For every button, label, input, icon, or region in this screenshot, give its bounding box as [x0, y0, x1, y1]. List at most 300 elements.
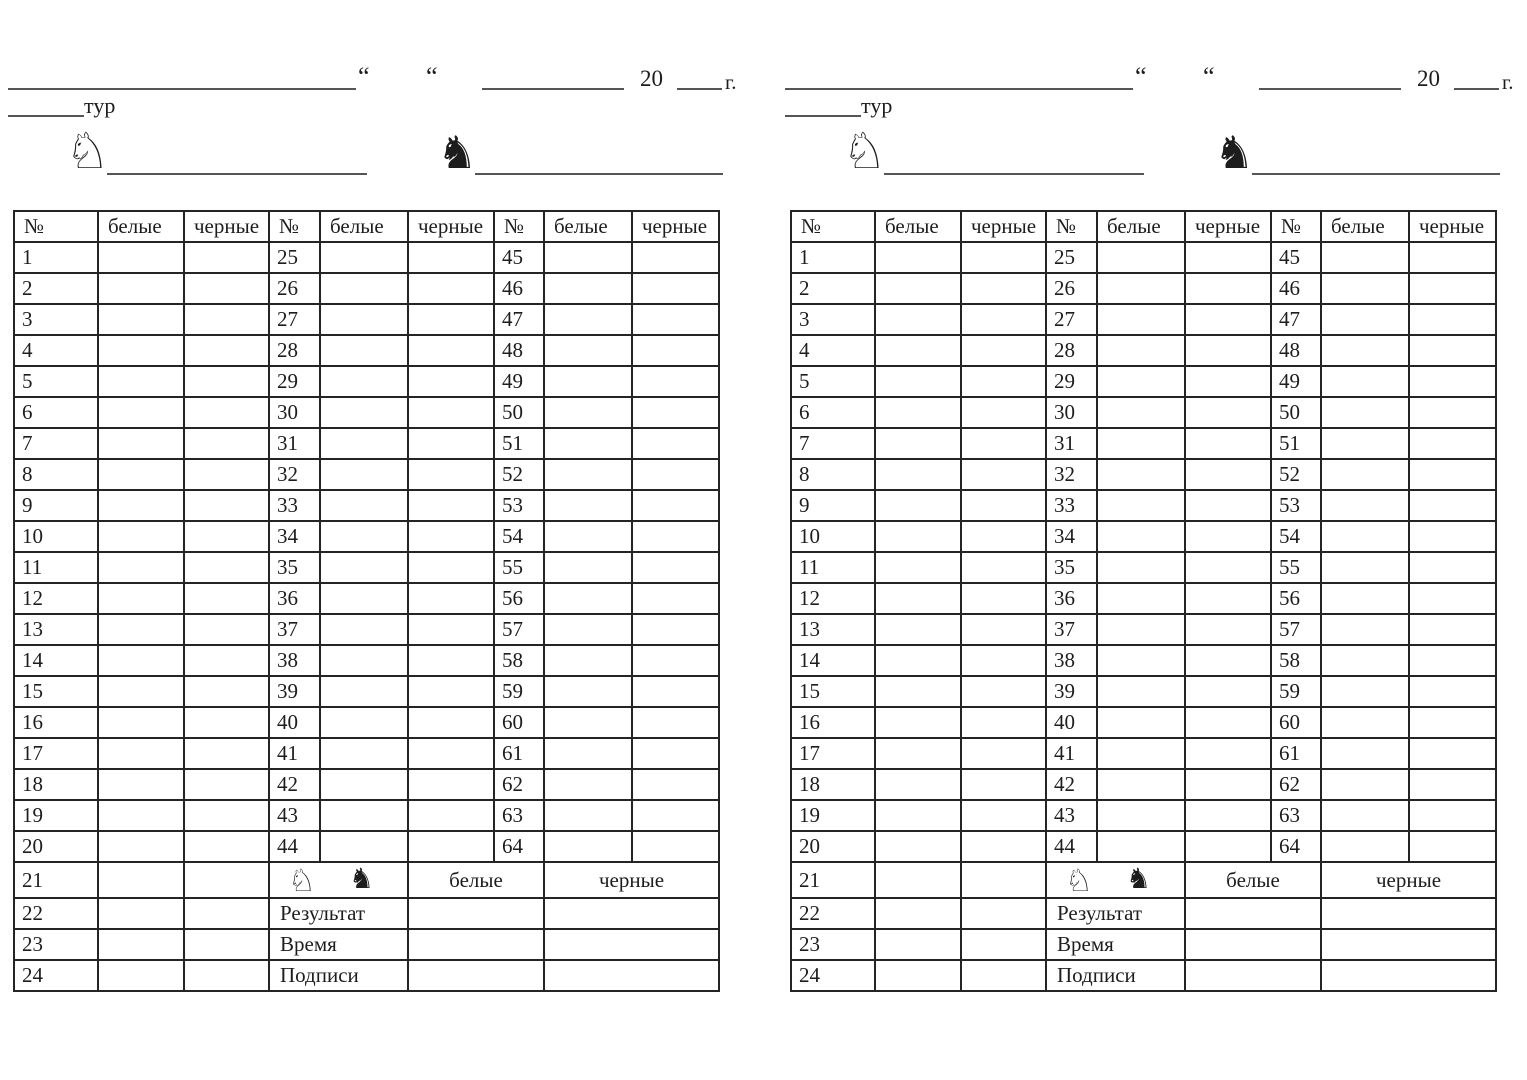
white-entry-cell[interactable] [875, 304, 961, 335]
black-entry-cell[interactable] [632, 583, 719, 614]
white-entry-cell[interactable] [875, 335, 961, 366]
white-entry-cell[interactable] [1321, 769, 1409, 800]
white-entry-cell[interactable] [320, 645, 408, 676]
white-entry-cell[interactable] [875, 459, 961, 490]
pairing-entry-cell[interactable] [98, 929, 184, 960]
white-entry-cell[interactable] [1321, 428, 1409, 459]
white-entry-cell[interactable] [320, 676, 408, 707]
white-entry-cell[interactable] [875, 738, 961, 769]
black-entry-cell[interactable] [1409, 335, 1496, 366]
black-entry-cell[interactable] [184, 738, 269, 769]
black-entry-cell[interactable] [1409, 614, 1496, 645]
game-number-cell: 12 [791, 583, 875, 614]
black-entry-cell[interactable] [408, 614, 494, 645]
white-entry-cell[interactable] [1321, 583, 1409, 614]
black-entry-cell[interactable] [1185, 490, 1271, 521]
black-entry-cell[interactable] [184, 707, 269, 738]
white-entry-cell[interactable] [875, 707, 961, 738]
white-entry-cell[interactable] [1097, 738, 1185, 769]
footer-black-entry-cell[interactable] [1321, 929, 1496, 960]
black-entry-cell[interactable] [184, 583, 269, 614]
black-entry-cell[interactable] [961, 242, 1046, 273]
black-entry-cell[interactable] [1185, 459, 1271, 490]
white-entry-cell[interactable] [98, 552, 184, 583]
round-number-blank-line[interactable] [785, 115, 861, 117]
black-entry-cell[interactable] [1409, 521, 1496, 552]
white-entry-cell[interactable] [320, 614, 408, 645]
black-entry-cell[interactable] [1185, 645, 1271, 676]
white-entry-cell[interactable] [544, 335, 632, 366]
footer-black-entry-cell[interactable] [1321, 898, 1496, 929]
round-number-blank-line[interactable] [8, 115, 84, 117]
white-entry-cell[interactable] [98, 521, 184, 552]
white-entry-cell[interactable] [320, 738, 408, 769]
black-entry-cell[interactable] [184, 366, 269, 397]
pairing-entry-cell[interactable] [184, 898, 269, 929]
black-entry-cell[interactable] [184, 490, 269, 521]
game-number-cell: 17 [14, 738, 98, 769]
white-entry-cell[interactable] [320, 707, 408, 738]
tournament-name-blank-line[interactable] [8, 88, 356, 90]
white-entry-cell[interactable] [1097, 645, 1185, 676]
black-entry-cell[interactable] [1409, 397, 1496, 428]
black-entry-cell[interactable] [1409, 273, 1496, 304]
black-entry-cell[interactable] [184, 831, 269, 862]
black-player-name-line[interactable] [475, 173, 723, 175]
white-entry-cell[interactable] [544, 707, 632, 738]
white-entry-cell[interactable] [544, 490, 632, 521]
black-entry-cell[interactable] [184, 645, 269, 676]
black-entry-cell[interactable] [1185, 335, 1271, 366]
white-entry-cell[interactable] [320, 490, 408, 521]
white-entry-cell[interactable] [544, 645, 632, 676]
black-entry-cell[interactable] [632, 397, 719, 428]
black-entry-cell[interactable] [632, 335, 719, 366]
white-entry-cell[interactable] [98, 366, 184, 397]
pairing-entry-cell[interactable] [184, 929, 269, 960]
white-entry-cell[interactable] [544, 552, 632, 583]
black-entry-cell[interactable] [184, 614, 269, 645]
black-entry-cell[interactable] [184, 769, 269, 800]
black-entry-cell[interactable] [1409, 707, 1496, 738]
white-entry-cell[interactable] [98, 769, 184, 800]
table-row [791, 769, 1496, 800]
white-entry-cell[interactable] [98, 676, 184, 707]
black-entry-cell[interactable] [1185, 800, 1271, 831]
white-entry-cell[interactable] [544, 459, 632, 490]
black-entry-cell[interactable] [184, 676, 269, 707]
black-entry-cell[interactable] [1185, 707, 1271, 738]
footer-white-entry-cell[interactable] [408, 929, 544, 960]
pairing-entry-cell[interactable] [875, 898, 961, 929]
pairing-entry-cell[interactable] [875, 929, 961, 960]
white-entry-cell[interactable] [320, 769, 408, 800]
white-entry-cell[interactable] [1321, 335, 1409, 366]
black-entry-cell[interactable] [1409, 242, 1496, 273]
column-header-black: черные [1185, 211, 1271, 242]
white-entry-cell[interactable] [98, 583, 184, 614]
black-entry-cell[interactable] [961, 459, 1046, 490]
white-entry-cell[interactable] [544, 800, 632, 831]
white-entry-cell[interactable] [98, 614, 184, 645]
black-entry-cell[interactable] [632, 769, 719, 800]
white-entry-cell[interactable] [1097, 459, 1185, 490]
black-entry-cell[interactable] [961, 769, 1046, 800]
black-entry-cell[interactable] [1409, 800, 1496, 831]
black-entry-cell[interactable] [1409, 490, 1496, 521]
black-entry-cell[interactable] [1409, 552, 1496, 583]
black-entry-cell[interactable] [408, 242, 494, 273]
white-entry-cell[interactable] [1097, 428, 1185, 459]
white-entry-cell[interactable] [875, 676, 961, 707]
white-entry-cell[interactable] [1321, 707, 1409, 738]
black-entry-cell[interactable] [1185, 614, 1271, 645]
white-entry-cell[interactable] [1321, 366, 1409, 397]
table-row [791, 459, 1496, 490]
game-number-cell: 44 [1046, 831, 1097, 862]
white-entry-cell[interactable] [320, 459, 408, 490]
white-entry-cell[interactable] [544, 769, 632, 800]
black-entry-cell[interactable] [632, 831, 719, 862]
white-entry-cell[interactable] [320, 242, 408, 273]
white-entry-cell[interactable] [1321, 459, 1409, 490]
black-entry-cell[interactable] [1185, 583, 1271, 614]
footer-white-entry-cell[interactable] [408, 898, 544, 929]
black-entry-cell[interactable] [961, 490, 1046, 521]
black-entry-cell[interactable] [1409, 366, 1496, 397]
white-entry-cell[interactable] [1097, 397, 1185, 428]
white-entry-cell[interactable] [98, 242, 184, 273]
game-number-cell: 36 [1046, 583, 1097, 614]
white-entry-cell[interactable] [1097, 366, 1185, 397]
black-entry-cell[interactable] [408, 459, 494, 490]
black-entry-cell[interactable] [1185, 273, 1271, 304]
white-entry-cell[interactable] [544, 366, 632, 397]
white-entry-cell[interactable] [875, 366, 961, 397]
white-entry-cell[interactable] [875, 397, 961, 428]
black-entry-cell[interactable] [961, 738, 1046, 769]
black-entry-cell[interactable] [961, 614, 1046, 645]
white-entry-cell[interactable] [544, 738, 632, 769]
game-number-cell: 32 [269, 459, 320, 490]
white-entry-cell[interactable] [1321, 645, 1409, 676]
game-number-cell: 7 [791, 428, 875, 459]
pairing-entry-cell[interactable] [98, 898, 184, 929]
pairing-entry-cell[interactable] [961, 929, 1046, 960]
black-entry-cell[interactable] [408, 552, 494, 583]
black-entry-cell[interactable] [1409, 645, 1496, 676]
white-entry-cell[interactable] [1321, 738, 1409, 769]
black-entry-cell[interactable] [961, 366, 1046, 397]
white-entry-cell[interactable] [1321, 800, 1409, 831]
black-entry-cell[interactable] [632, 800, 719, 831]
game-number-cell: 18 [14, 769, 98, 800]
white-entry-cell[interactable] [875, 242, 961, 273]
white-entry-cell[interactable] [544, 428, 632, 459]
game-number-cell: 21 [14, 862, 98, 898]
white-entry-cell[interactable] [320, 273, 408, 304]
white-entry-cell[interactable] [320, 552, 408, 583]
white-entry-cell[interactable] [320, 366, 408, 397]
game-number-cell: 22 [14, 898, 98, 929]
white-entry-cell[interactable] [544, 583, 632, 614]
black-entry-cell[interactable] [632, 552, 719, 583]
black-entry-cell[interactable] [408, 428, 494, 459]
black-entry-cell[interactable] [632, 366, 719, 397]
black-entry-cell[interactable] [184, 242, 269, 273]
black-entry-cell[interactable] [1185, 769, 1271, 800]
black-entry-cell[interactable] [1185, 304, 1271, 335]
white-entry-cell[interactable] [1321, 397, 1409, 428]
black-entry-cell[interactable] [184, 428, 269, 459]
black-player-name-line[interactable] [1252, 173, 1500, 175]
black-entry-cell[interactable] [408, 521, 494, 552]
white-player-name-line[interactable] [884, 173, 1144, 175]
black-entry-cell[interactable] [1185, 242, 1271, 273]
black-entry-cell[interactable] [632, 676, 719, 707]
black-entry-cell[interactable] [408, 335, 494, 366]
white-entry-cell[interactable] [1097, 707, 1185, 738]
black-entry-cell[interactable] [1185, 521, 1271, 552]
black-entry-cell[interactable] [408, 397, 494, 428]
pairing-entry-cell[interactable] [961, 898, 1046, 929]
black-entry-cell[interactable] [408, 304, 494, 335]
pairing-entry-cell[interactable] [184, 862, 269, 898]
white-entry-cell[interactable] [98, 738, 184, 769]
month-blank-line[interactable] [1259, 88, 1401, 90]
black-entry-cell[interactable] [961, 428, 1046, 459]
black-entry-cell[interactable] [1185, 738, 1271, 769]
black-entry-cell[interactable] [632, 273, 719, 304]
white-entry-cell[interactable] [875, 521, 961, 552]
white-entry-cell[interactable] [875, 800, 961, 831]
white-entry-cell[interactable] [1097, 552, 1185, 583]
game-number-cell: 12 [14, 583, 98, 614]
white-entry-cell[interactable] [320, 800, 408, 831]
year-blank-line[interactable] [1454, 88, 1499, 90]
black-entry-cell[interactable] [1409, 459, 1496, 490]
white-entry-cell[interactable] [1097, 490, 1185, 521]
pairing-entry-cell[interactable] [961, 862, 1046, 898]
white-entry-cell[interactable] [875, 645, 961, 676]
black-entry-cell[interactable] [961, 583, 1046, 614]
black-entry-cell[interactable] [632, 242, 719, 273]
black-entry-cell[interactable] [184, 552, 269, 583]
year-blank-line[interactable] [677, 88, 722, 90]
black-entry-cell[interactable] [408, 707, 494, 738]
white-entry-cell[interactable] [544, 273, 632, 304]
black-entry-cell[interactable] [632, 521, 719, 552]
white-entry-cell[interactable] [1097, 304, 1185, 335]
footer-white-entry-cell[interactable] [1185, 929, 1321, 960]
pairing-entry-cell[interactable] [98, 960, 184, 991]
white-entry-cell[interactable] [98, 490, 184, 521]
white-player-name-line[interactable] [107, 173, 367, 175]
game-number-cell: 23 [14, 929, 98, 960]
game-number-cell: 55 [1271, 552, 1321, 583]
white-entry-cell[interactable] [1321, 831, 1409, 862]
footer-black-entry-cell[interactable] [544, 960, 719, 991]
black-entry-cell[interactable] [632, 645, 719, 676]
white-knight-icon: ♘ [842, 123, 887, 179]
footer-white-entry-cell[interactable] [1185, 898, 1321, 929]
white-entry-cell[interactable] [875, 769, 961, 800]
black-entry-cell[interactable] [1409, 738, 1496, 769]
black-entry-cell[interactable] [961, 800, 1046, 831]
white-entry-cell[interactable] [875, 831, 961, 862]
black-entry-cell[interactable] [408, 645, 494, 676]
month-blank-line[interactable] [482, 88, 624, 90]
white-entry-cell[interactable] [544, 397, 632, 428]
black-entry-cell[interactable] [408, 831, 494, 862]
white-entry-cell[interactable] [320, 304, 408, 335]
black-entry-cell[interactable] [184, 397, 269, 428]
black-entry-cell[interactable] [1409, 583, 1496, 614]
black-entry-cell[interactable] [1185, 428, 1271, 459]
white-entry-cell[interactable] [98, 273, 184, 304]
black-entry-cell[interactable] [184, 521, 269, 552]
black-entry-cell[interactable] [1409, 428, 1496, 459]
footer-white-entry-cell[interactable] [408, 960, 544, 991]
black-entry-cell[interactable] [961, 831, 1046, 862]
white-entry-cell[interactable] [875, 428, 961, 459]
white-entry-cell[interactable] [1321, 521, 1409, 552]
white-entry-cell[interactable] [1097, 769, 1185, 800]
black-entry-cell[interactable] [408, 583, 494, 614]
white-entry-cell[interactable] [1321, 273, 1409, 304]
white-entry-cell[interactable] [875, 490, 961, 521]
black-entry-cell[interactable] [408, 273, 494, 304]
white-entry-cell[interactable] [320, 521, 408, 552]
white-entry-cell[interactable] [1321, 490, 1409, 521]
game-number-cell: 34 [1046, 521, 1097, 552]
white-entry-cell[interactable] [544, 676, 632, 707]
black-entry-cell[interactable] [632, 738, 719, 769]
black-entry-cell[interactable] [184, 273, 269, 304]
black-entry-cell[interactable] [1185, 366, 1271, 397]
white-entry-cell[interactable] [544, 304, 632, 335]
white-entry-cell[interactable] [1321, 304, 1409, 335]
pairing-entry-cell[interactable] [961, 960, 1046, 991]
white-entry-cell[interactable] [1321, 676, 1409, 707]
black-entry-cell[interactable] [408, 769, 494, 800]
white-entry-cell[interactable] [320, 397, 408, 428]
black-entry-cell[interactable] [408, 490, 494, 521]
black-entry-cell[interactable] [1409, 304, 1496, 335]
white-entry-cell[interactable] [98, 428, 184, 459]
white-entry-cell[interactable] [1097, 800, 1185, 831]
white-entry-cell[interactable] [98, 831, 184, 862]
white-entry-cell[interactable] [875, 583, 961, 614]
black-entry-cell[interactable] [408, 366, 494, 397]
white-entry-cell[interactable] [544, 242, 632, 273]
white-entry-cell[interactable] [1097, 831, 1185, 862]
black-entry-cell[interactable] [961, 521, 1046, 552]
black-entry-cell[interactable] [1185, 397, 1271, 428]
black-entry-cell[interactable] [184, 335, 269, 366]
black-entry-cell[interactable] [961, 552, 1046, 583]
white-entry-cell[interactable] [98, 335, 184, 366]
white-entry-cell[interactable] [1321, 614, 1409, 645]
black-entry-cell[interactable] [961, 676, 1046, 707]
white-entry-cell[interactable] [1097, 676, 1185, 707]
pairing-entry-cell[interactable] [875, 960, 961, 991]
black-entry-cell[interactable] [961, 707, 1046, 738]
white-entry-cell[interactable] [1097, 614, 1185, 645]
white-entry-cell[interactable] [320, 831, 408, 862]
footer-black-entry-cell[interactable] [1321, 960, 1496, 991]
game-number-cell: 51 [494, 428, 544, 459]
black-entry-cell[interactable] [632, 490, 719, 521]
white-entry-cell[interactable] [875, 552, 961, 583]
white-entry-cell[interactable] [98, 459, 184, 490]
footer-black-entry-cell[interactable] [544, 898, 719, 929]
white-entry-cell[interactable] [875, 614, 961, 645]
black-entry-cell[interactable] [408, 800, 494, 831]
black-entry-cell[interactable] [632, 614, 719, 645]
white-entry-cell[interactable] [1097, 521, 1185, 552]
white-entry-cell[interactable] [320, 428, 408, 459]
white-entry-cell[interactable] [1097, 242, 1185, 273]
black-entry-cell[interactable] [1409, 676, 1496, 707]
white-entry-cell[interactable] [1097, 273, 1185, 304]
white-entry-cell[interactable] [1097, 583, 1185, 614]
footer-white-entry-cell[interactable] [1185, 960, 1321, 991]
black-entry-cell[interactable] [632, 459, 719, 490]
pairing-entry-cell[interactable] [98, 862, 184, 898]
black-entry-cell[interactable] [632, 707, 719, 738]
black-entry-cell[interactable] [1185, 676, 1271, 707]
white-entry-cell[interactable] [98, 304, 184, 335]
black-entry-cell[interactable] [632, 428, 719, 459]
table-row [791, 397, 1496, 428]
white-entry-cell[interactable] [544, 521, 632, 552]
white-entry-cell[interactable] [98, 397, 184, 428]
black-entry-cell[interactable] [184, 459, 269, 490]
black-entry-cell[interactable] [961, 273, 1046, 304]
black-entry-cell[interactable] [408, 676, 494, 707]
black-entry-cell[interactable] [961, 645, 1046, 676]
black-entry-cell[interactable] [184, 304, 269, 335]
white-entry-cell[interactable] [98, 645, 184, 676]
black-entry-cell[interactable] [961, 335, 1046, 366]
white-entry-cell[interactable] [544, 614, 632, 645]
white-entry-cell[interactable] [1097, 335, 1185, 366]
game-number-cell: 22 [791, 898, 875, 929]
white-entry-cell[interactable] [544, 831, 632, 862]
black-entry-cell[interactable] [408, 738, 494, 769]
black-entry-cell[interactable] [1409, 769, 1496, 800]
black-entry-cell[interactable] [1185, 552, 1271, 583]
black-entry-cell[interactable] [961, 397, 1046, 428]
white-entry-cell[interactable] [320, 583, 408, 614]
footer-black-entry-cell[interactable] [544, 929, 719, 960]
white-entry-cell[interactable] [320, 335, 408, 366]
black-entry-cell[interactable] [184, 800, 269, 831]
white-entry-cell[interactable] [1321, 242, 1409, 273]
black-entry-cell[interactable] [1185, 831, 1271, 862]
black-entry-cell[interactable] [1409, 831, 1496, 862]
pairing-entry-cell[interactable] [184, 960, 269, 991]
white-entry-cell[interactable] [98, 800, 184, 831]
white-entry-cell[interactable] [98, 707, 184, 738]
black-entry-cell[interactable] [961, 304, 1046, 335]
white-entry-cell[interactable] [1321, 552, 1409, 583]
pairing-entry-cell[interactable] [875, 862, 961, 898]
white-entry-cell[interactable] [875, 273, 961, 304]
tournament-name-blank-line[interactable] [785, 88, 1133, 90]
black-entry-cell[interactable] [632, 304, 719, 335]
